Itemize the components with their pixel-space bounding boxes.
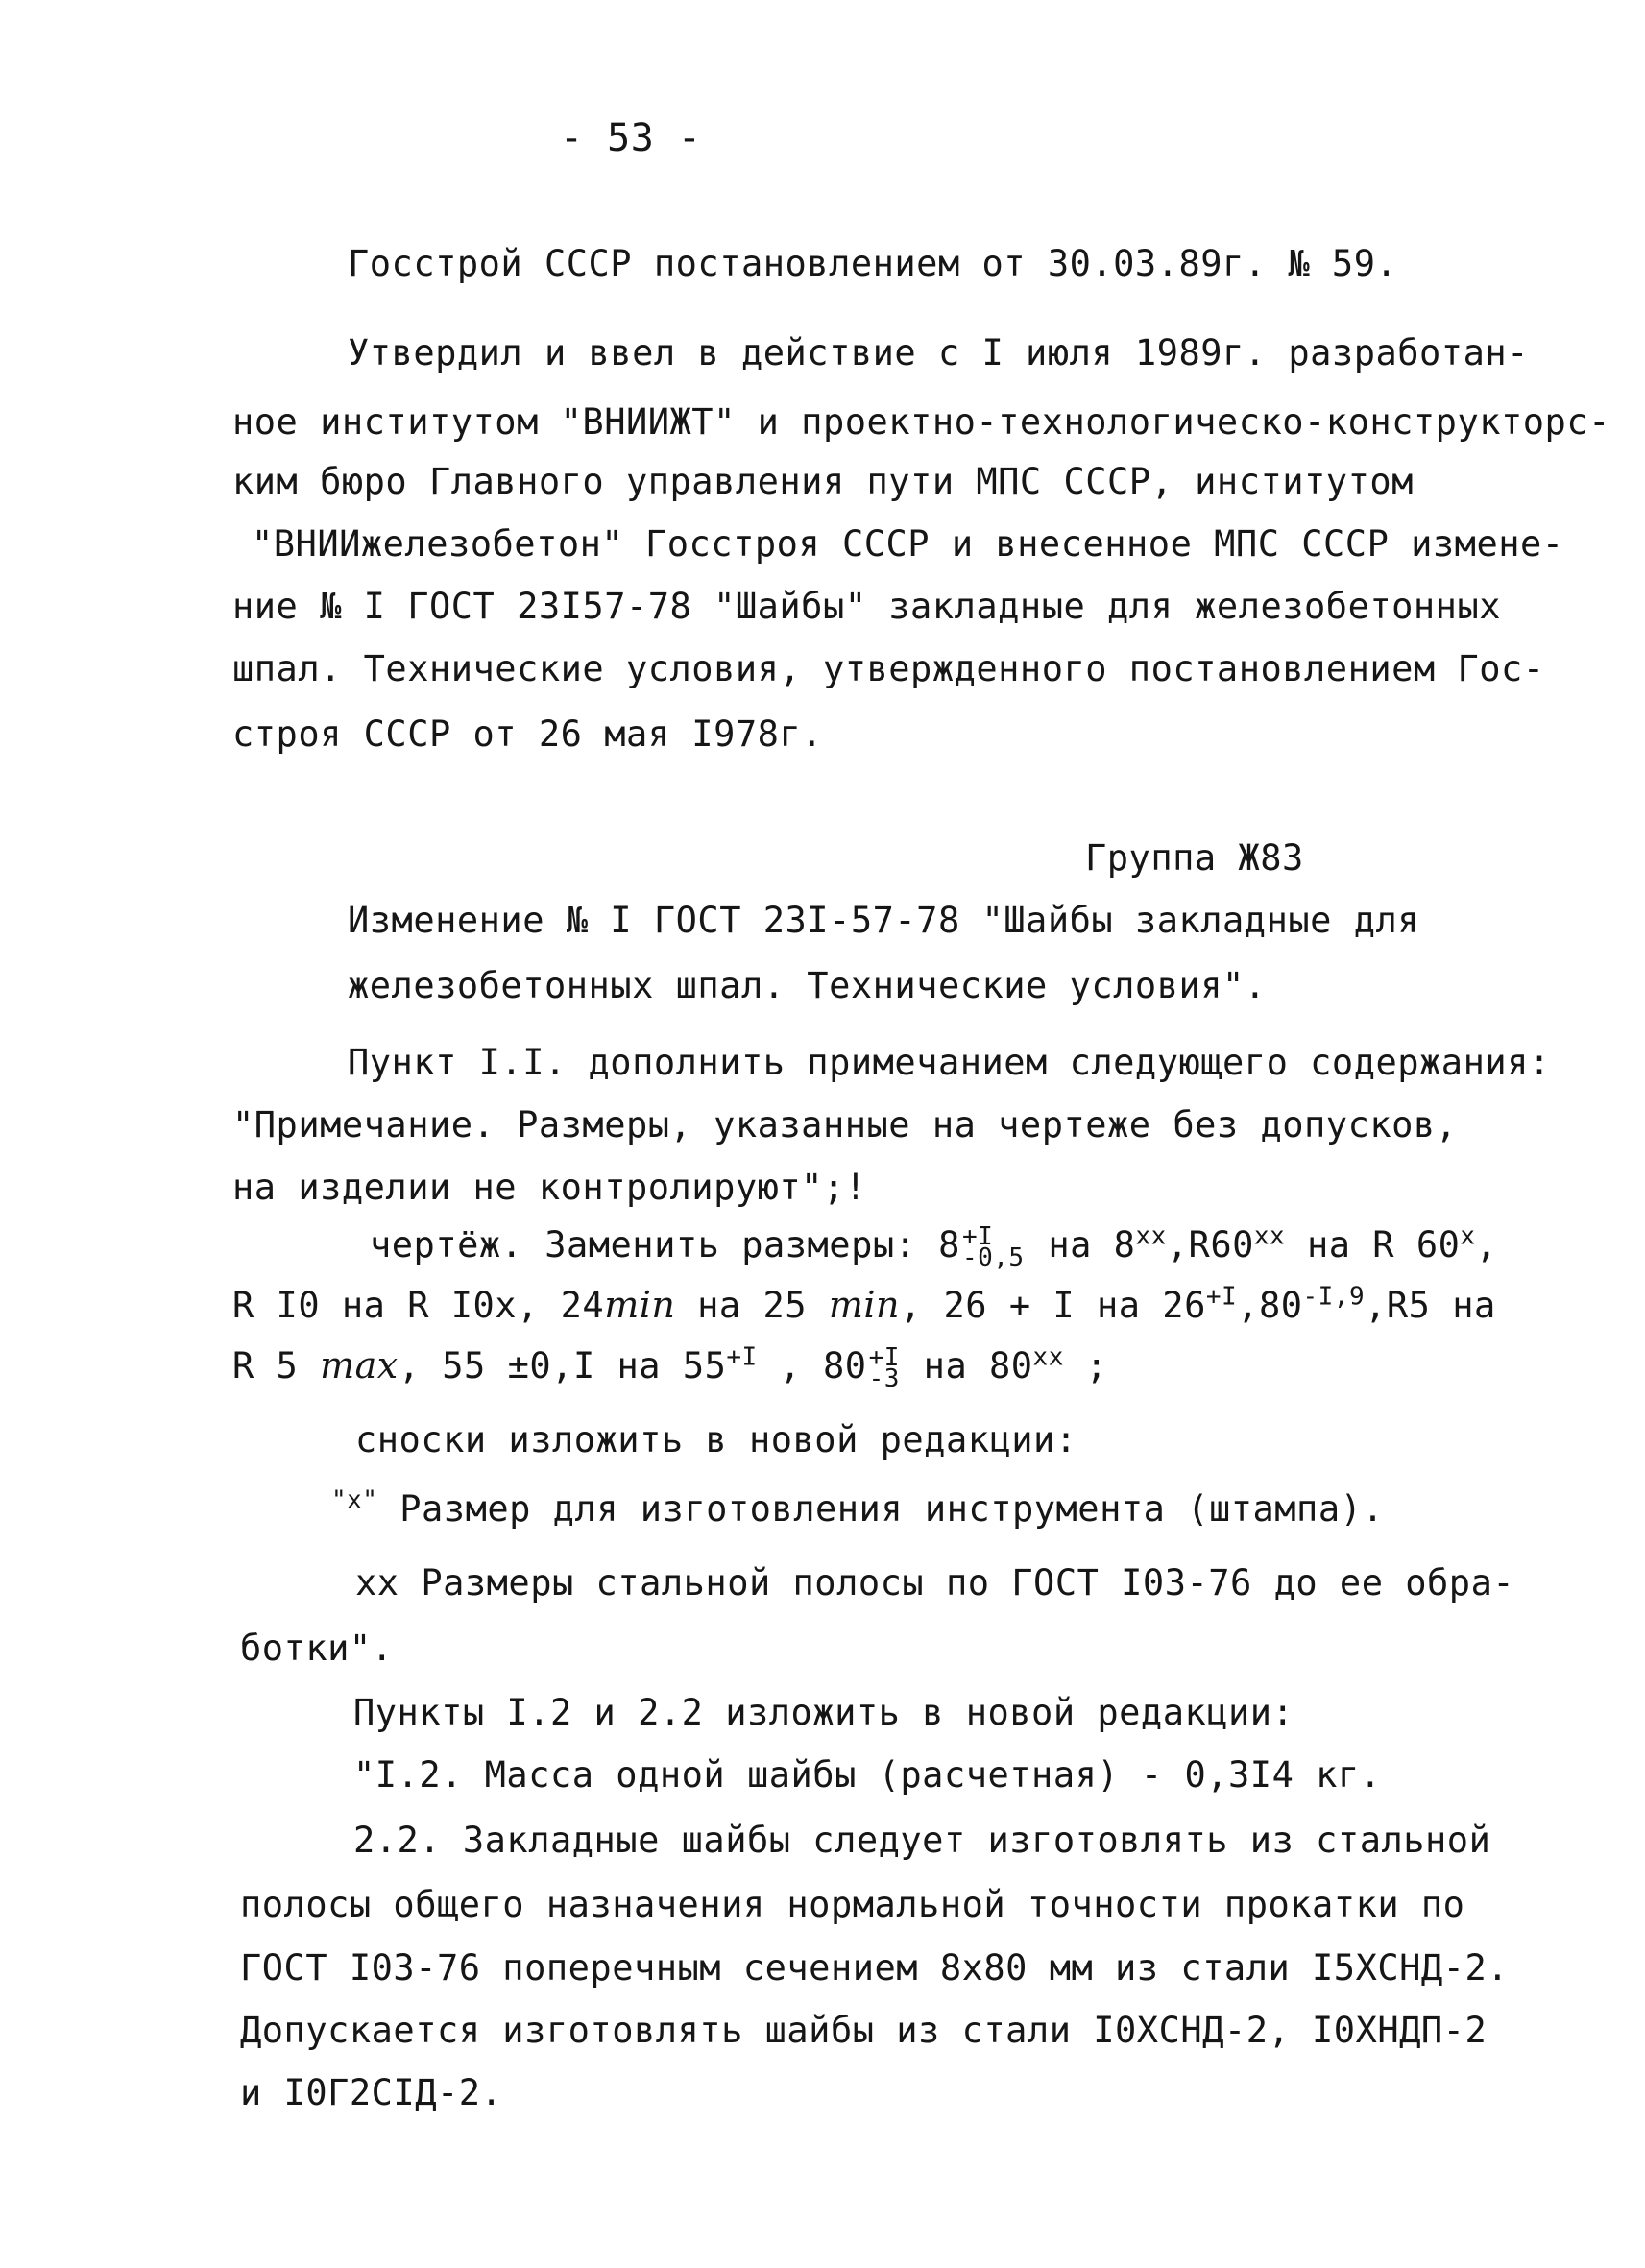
drawing-text: , [1475,1224,1498,1266]
drawing-text: ,80 [1237,1285,1303,1326]
paragraph-4-line-4: Допускается изготовлять шайбы из стали I0ХСНД-2, I0ХНДП-2 [240,2010,1488,2051]
footnote-2-line-1: хх Размеры стальной полосы по ГОСТ I03-76 до ее обра- [355,1562,1515,1604]
intro-line-8: строя СССР от 26 мая I978г. [232,713,823,755]
intro-line-1: Госстрой СССР постановлением от 30.03.89г. № 59. [348,243,1398,284]
tolerance-upper: +I [868,1342,900,1372]
footnote-mark: хх [1253,1221,1286,1251]
footnote-mark: хх [1032,1342,1064,1372]
intro-line-7: шпал. Технические условия, утвержденного постановлением Гос- [232,648,1545,689]
tolerance-fraction [868,1342,900,1393]
paragraph-4-line-3: ГОСТ I03-76 поперечным сечением 8х80 мм из стали I5ХСНД-2. [240,1947,1510,1989]
handwritten-max: max [320,1344,399,1387]
drawing-text: , 26 + I на 26 [899,1285,1206,1326]
footnotes-intro: сноски изложить в новой редакции: [355,1419,1077,1460]
change-title-line-2: железобетонных шпал. Технические условия". [348,965,1267,1006]
footnote-mark: хх [1135,1221,1167,1251]
page-number: - 53 - [560,116,702,160]
drawing-text: на R 60 [1285,1224,1461,1266]
footnote-1-text: Размер для изготовления инструмента (штампа). [377,1488,1385,1530]
tolerance-fraction [961,1221,1025,1272]
change-title-line-1: Изменение № I ГОСТ 23I-57-78 "Шайбы закладные для [348,900,1420,941]
tolerance-lower: -0,5 [961,1243,1025,1272]
drawing-text: R 5 [232,1345,321,1387]
footnote-2-line-2: ботки". [240,1628,394,1669]
drawing-line-2 [232,1284,1496,1327]
handwritten-min: min [828,1284,900,1326]
drawing-text: на 8 [1026,1224,1136,1266]
paragraph-1-line-2: "Примечание. Размеры, указанные на чертеже без допусков, [232,1104,1458,1146]
drawing-line-1 [370,1221,1498,1272]
drawing-text: ,R5 на [1365,1285,1496,1326]
paragraph-2: Пункты I.2 и 2.2 изложить в новой редакции: [353,1692,1294,1733]
paragraph-1-line-1: Пункт I.I. дополнить примечанием следующего содержания: [348,1042,1551,1083]
handwritten-min: min [604,1284,676,1326]
drawing-text: , 55 ±0,I на 55 [398,1345,727,1387]
tolerance-upper: +I [961,1221,994,1251]
drawing-text: ,R60 [1166,1224,1254,1266]
paragraph-1-line-3: на изделии не контролируют";! [232,1167,867,1208]
paragraph-3: "I.2. Масса одной шайбы (расчетная) - 0,3I4 кг. [353,1754,1382,1796]
footnote-mark: х [1460,1221,1476,1251]
intro-line-6: ние № I ГОСТ 23I57-78 "Шайбы" закладные для железобетонных [232,586,1502,627]
drawing-text: R I0 на R I0х, 24 [232,1285,605,1326]
paragraph-4-line-1: 2.2. Закладные шайбы следует изготовлять из стальной [353,1820,1491,1861]
tolerance-lower: -3 [868,1363,900,1393]
group-label: Группа Ж83 [1085,837,1304,879]
paragraph-4-line-2: полосы общего назначения нормальной точности прокатки по [240,1884,1465,1925]
drawing-text: на 25 [675,1285,829,1326]
drawing-text: , 80 [757,1345,867,1387]
intro-line-4: ким бюро Главного управления пути МПС СССР, институтом [232,461,1414,502]
drawing-line-3 [232,1342,1108,1393]
drawing-text: чертёж. Заменить размеры: 8 [370,1224,960,1266]
drawing-text: ; [1063,1345,1108,1387]
paragraph-4-line-5: и I0Г2СIД-2. [240,2072,503,2113]
intro-line-2: Утвердил и ввел в действие с I июля 1989г. разработан- [348,332,1529,374]
footnote-1-mark: "х" [331,1485,378,1515]
intro-line-3: ное институтом "ВНИИЖТ" и проектно-технологическо-конструкторс- [232,401,1610,443]
tolerance-superscript: +I [726,1342,758,1372]
tolerance-superscript: +I [1205,1282,1238,1312]
drawing-text: на 80 [901,1345,1033,1387]
footnote-1 [331,1485,1385,1531]
intro-line-5: "ВНИИжелезобетон" Госстроя СССР и внесенное МПС СССР измене- [252,523,1564,565]
tolerance-superscript: -I,9 [1302,1282,1366,1312]
